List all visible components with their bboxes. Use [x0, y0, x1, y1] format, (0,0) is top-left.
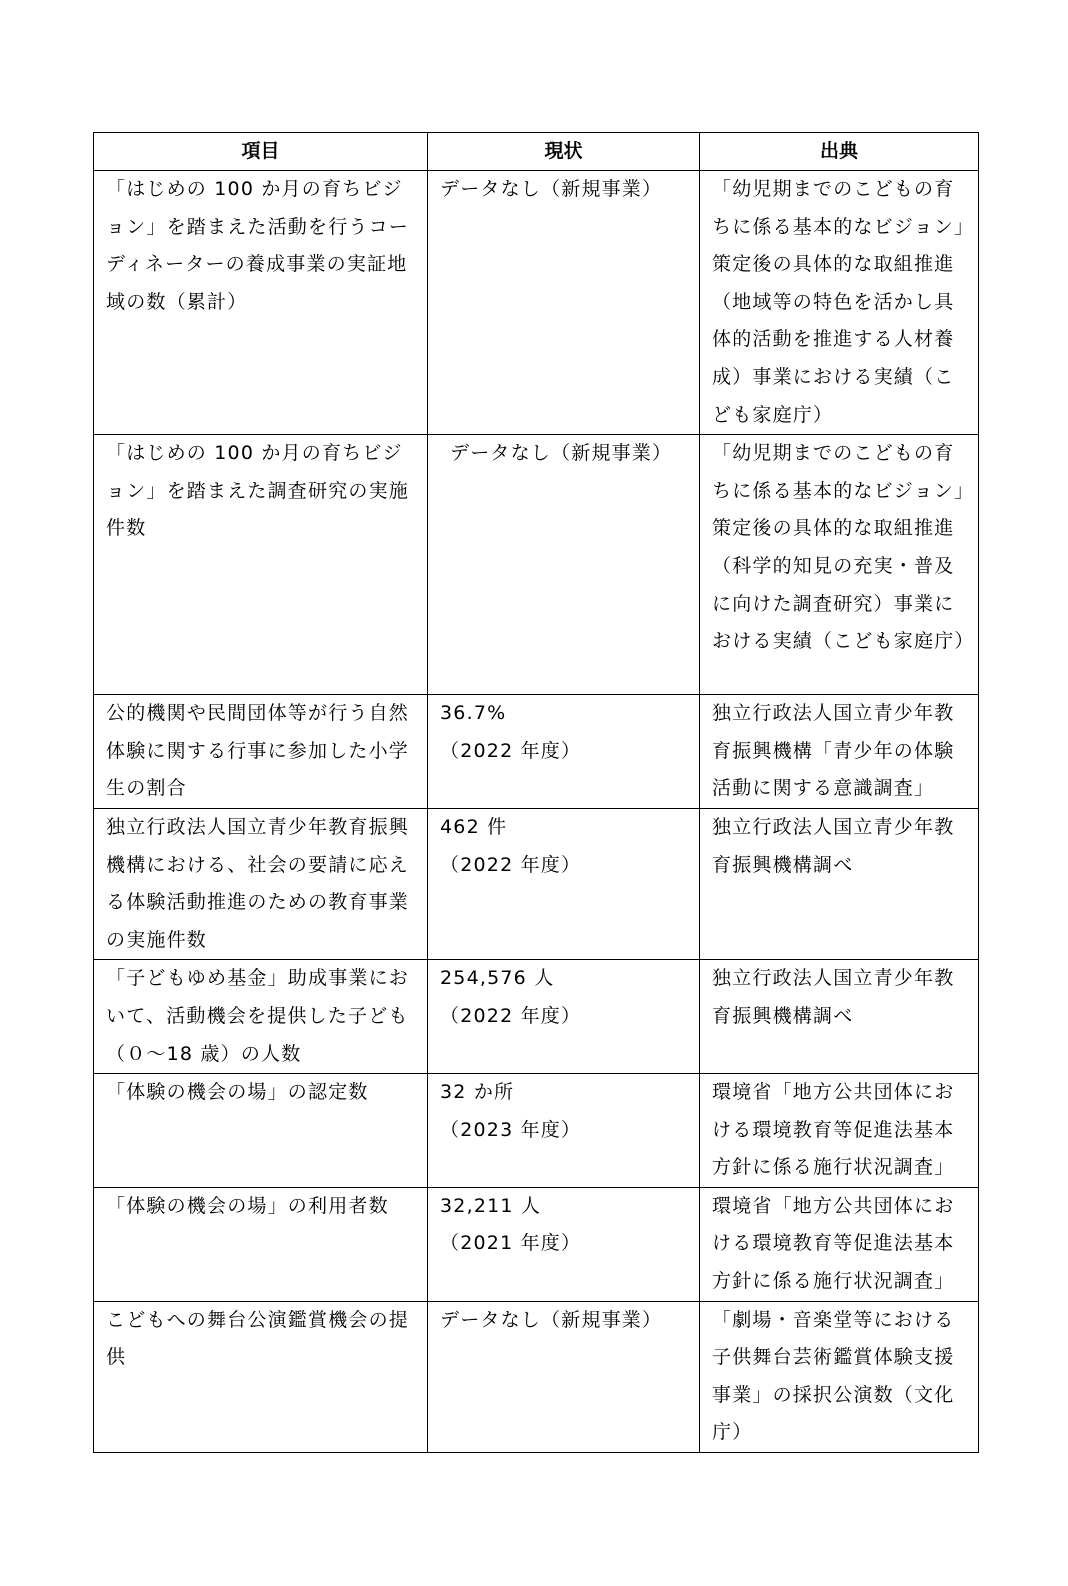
source-cell: 環境省「地方公共団体における環境教育等促進法基本方針に係る施行状況調査」	[700, 1187, 979, 1301]
table-header-row	[94, 133, 979, 171]
item-cell: 「はじめの 100 か月の育ちビジョン」を踏まえた活動を行うコーディネーターの養成事業の実証地域の数（累計）	[94, 171, 428, 435]
table-row	[94, 171, 979, 435]
item-cell: 「子どもゆめ基金」助成事業において、活動機会を提供した子ども（０～18 歳）の人数	[94, 960, 428, 1074]
source-cell: 「幼児期までのこどもの育ちに係る基本的なビジョン」策定後の具体的な取組推進（科学的知見の充実・普及に向けた調査研究）事業における実績（こども家庭庁）	[700, 435, 979, 695]
table-row	[94, 1074, 979, 1188]
status-cell	[428, 695, 700, 809]
status-cell	[428, 435, 700, 695]
status-value: 32,211 人	[440, 1194, 542, 1217]
status-value: 32 か所	[440, 1081, 515, 1104]
status-cell	[428, 960, 700, 1074]
status-value: 462 件	[440, 815, 508, 838]
status-year: （2022 年度）	[440, 739, 582, 762]
table-row	[94, 695, 979, 809]
header-source: 出典	[700, 133, 979, 171]
source-cell: 独立行政法人国立青少年教育振興機構調べ	[700, 808, 979, 959]
source-cell: 独立行政法人国立青少年教育振興機構「青少年の体験活動に関する意識調査」	[700, 695, 979, 809]
item-cell: 「体験の機会の場」の利用者数	[94, 1187, 428, 1301]
item-cell: 公的機関や民間団体等が行う自然体験に関する行事に参加した小学生の割合	[94, 695, 428, 809]
status-year: （2022 年度）	[440, 853, 582, 876]
source-cell: 独立行政法人国立青少年教育振興機構調べ	[700, 960, 979, 1074]
table-row	[94, 1301, 979, 1452]
source-cell: 「幼児期までのこどもの育ちに係る基本的なビジョン」策定後の具体的な取組推進（地域等の特色を活かし具体的活動を推進する人材養成）事業における実績（こども家庭庁）	[700, 171, 979, 435]
status-cell	[428, 1301, 700, 1452]
item-cell: 「はじめの 100 か月の育ちビジョン」を踏まえた調査研究の実施件数	[94, 435, 428, 695]
header-status: 現状	[428, 133, 700, 171]
status-year: （2021 年度）	[440, 1232, 582, 1255]
status-cell	[428, 1187, 700, 1301]
status-cell	[428, 808, 700, 959]
status-cell	[428, 171, 700, 435]
table-row	[94, 960, 979, 1074]
source-cell: 「劇場・音楽堂等における子供舞台芸術鑑賞体験支援事業」の採択公演数（文化庁）	[700, 1301, 979, 1452]
status-value: データなし（新規事業）	[440, 1308, 663, 1331]
item-cell: 「体験の機会の場」の認定数	[94, 1074, 428, 1188]
status-value: データなし（新規事業）	[440, 178, 663, 200]
source-cell: 環境省「地方公共団体における環境教育等促進法基本方針に係る施行状況調査」	[700, 1074, 979, 1188]
status-year: （2022 年度）	[440, 1004, 582, 1027]
status-value: データなし（新規事業）	[450, 442, 673, 465]
status-value: 36.7%	[440, 702, 507, 725]
table-row	[94, 435, 979, 695]
status-cell	[428, 1074, 700, 1188]
table-row	[94, 808, 979, 959]
indicator-table	[93, 132, 979, 1453]
status-year: （2023 年度）	[440, 1118, 582, 1141]
item-cell: こどもへの舞台公演鑑賞機会の提供	[94, 1301, 428, 1452]
status-value: 254,576 人	[440, 967, 555, 990]
header-item: 項目	[94, 133, 428, 171]
item-cell: 独立行政法人国立青少年教育振興機構における、社会の要請に応える体験活動推進のための教育事業の実施件数	[94, 808, 428, 959]
table-row	[94, 1187, 979, 1301]
